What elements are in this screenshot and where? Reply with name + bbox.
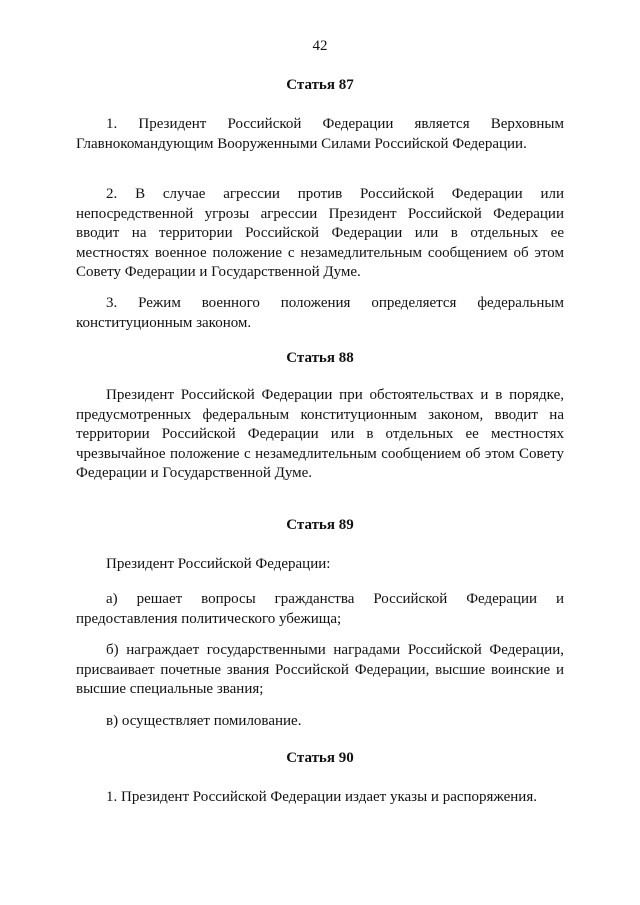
page-number: 42: [312, 38, 328, 54]
article-90-paragraph-1: 1. Президент Российской Федерации издает указы и распоряжения.: [106, 789, 537, 805]
article-89-item-b: б) награждает государственными наградами Российской Федерации, присваивает почетные звания Российской Федерации, высшие воинские и высшие специальные звания;: [76, 642, 564, 697]
article-87-paragraph-3: 3. Режим военного положения определяется федеральным конституционным законом.: [76, 295, 564, 331]
article-88-paragraph-1: Президент Российской Федерации при обстоятельствах и в порядке, предусмотренных федеральным конституционным законом, вводит на территории Российской Федерации или в отдельных ее местностях чрезвычайное положение с незамедлительным сообщением об этом Совету Федерации и Государственной Думе.: [76, 387, 564, 481]
article-90-heading: Статья 90: [286, 750, 354, 766]
article-89-intro: Президент Российской Федерации:: [106, 556, 331, 572]
article-89-heading: Статья 89: [286, 517, 354, 533]
article-89-item-c: в) осуществляет помилование.: [106, 713, 302, 729]
article-87-paragraph-2: 2. В случае агрессии против Российской Федерации или непосредственной угрозы агрессии Президент Российской Федерации вводит на территории Российской Федерации или в отдельных ее местностях военное положение с незамедлительным сообщением об этом Совету Федерации и Государственной Думе.: [76, 186, 564, 280]
article-88-heading: Статья 88: [286, 350, 354, 366]
article-87-paragraph-1: 1. Президент Российской Федерации является Верховным Главнокомандующим Вооруженными Силами Российской Федерации.: [76, 116, 564, 152]
article-87-heading: Статья 87: [286, 77, 354, 93]
article-89-item-a: а) решает вопросы гражданства Российской Федерации и предоставления политического убежища;: [76, 591, 564, 627]
